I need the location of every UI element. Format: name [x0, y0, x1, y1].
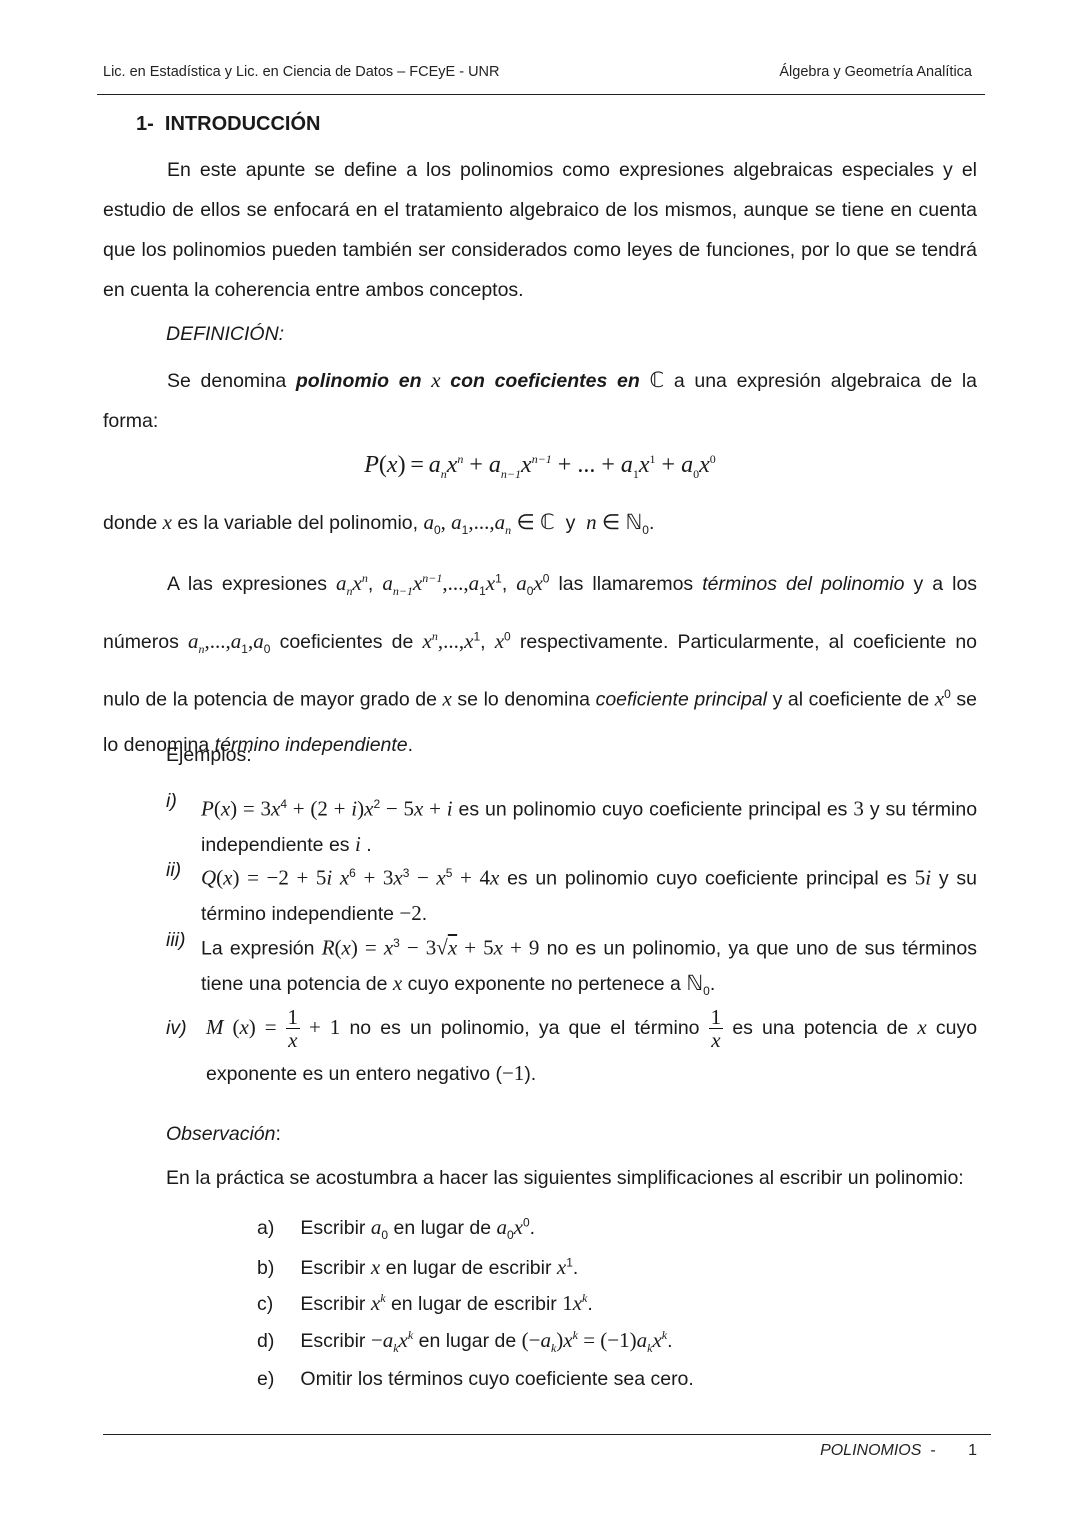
- polynomial-formula: $P(x) = a_nx^n + a_{n-1}x^{n-1}$ + ... + $a_1x^1 + a_0x^0$: [364, 452, 716, 481]
- example-label: ii): [166, 859, 182, 881]
- section-number: 1-: [136, 113, 154, 135]
- footer: POLINOMIOS - 1: [820, 1442, 977, 1459]
- example-ii: ii) Q(x) = −2 + 5i $x^6 + 3x^3 - x^5 + 4x$ es un polinomio cuyo coeficiente principal es 5i y su término independiente −2.: [166, 859, 977, 925]
- list-item: d) Escribir $-a_kx^k$ en lugar de $(-a_k)x^k = (-1)a_kx^k$.: [257, 1328, 673, 1356]
- fraction: $\frac{1}{x}$: [287, 1005, 299, 1053]
- example-label: i): [166, 790, 177, 812]
- terms-paragraph: A las expresiones $a_nx^n$, $a_{n-1}x^{n-1},...,a_1x^1$, $a_0x^0$ las llamaremos términos del polinomio y a los números $a_n,...,a_1,a_0$ coeficientes de $x^n,...,x^1$, $x^0$ respectivamente. Particularmente, al coeficiente no nulo de la potencia de mayor grado de x se lo denomina coeficiente principal y al coeficiente de $x^0$ se lo denomina término independiente.: [103, 571, 978, 756]
- example-label: iii): [166, 929, 186, 951]
- header-right: Álgebra y Geometría Analítica: [779, 64, 972, 80]
- list-item: a) Escribir $a_0$ en lugar de $a_0x^0$.: [257, 1215, 536, 1242]
- example-i: i) $P(x) = 3x^4 + (2 + i)x^2 - 5x + i$ es un polinomio cuyo coeficiente principal es 3 y su término independiente es i .: [166, 790, 978, 856]
- list-item: b) Escribir x en lugar de escribir $x^1$.: [257, 1255, 579, 1279]
- fraction: $\frac{1}{x}$: [710, 1005, 722, 1053]
- observation-label: Observación:: [166, 1123, 281, 1145]
- footer-title: POLINOMIOS: [820, 1442, 922, 1459]
- intro-paragraph: En este apunte se define a los polinomios como expresiones algebraicas especiales y el estudio de ellos se enfocará en el tratamiento algebraico de los mismos, aunque se tiene en cuenta que los polinomios pueden también ser considerados como leyes de funciones, por lo que se tendrá en cuenta la coherencia entre ambos conceptos.: [103, 159, 977, 301]
- footer-rule: [103, 1434, 991, 1435]
- examples-label: Ejemplos:: [166, 744, 252, 766]
- donde-line: donde x es la variable del polinomio, $a_0$, $a_1,...,a_n$ ∈ ℂ y n ∈ ℕ$_0$.: [103, 510, 655, 538]
- example-iii: iii) La expresión $R(x) = x^3 - 3√x + 5x + 9$ no es un polinomio, ya que uno de sus términos tiene una potencia de x cuyo exponente no pertenece a ℕ$_0$.: [166, 929, 978, 998]
- example-iv: iv) M (x) = $\frac{1}{x}$ + 1 no es un polinomio, ya que el término $\frac{1}{x}$ es una potencia de x cuyo exponente es un entero negativo (−1).: [166, 1005, 978, 1086]
- section-heading: [136, 113, 320, 136]
- header-rule: [97, 94, 985, 95]
- page-number: 1: [968, 1442, 977, 1459]
- section-title: INTRODUCCIÓN: [164, 113, 321, 135]
- header-left: Lic. en Estadística y Lic. en Ciencia de Datos – FCEyE - UNR: [103, 64, 500, 80]
- definition-label: DEFINICIÓN:: [166, 323, 285, 345]
- observation-text: En la práctica se acostumbra a hacer las siguientes simplificaciones al escribir un polinomio:: [166, 1167, 964, 1189]
- list-item: e) Omitir los términos cuyo coeficiente sea cero.: [257, 1368, 694, 1390]
- example-label: iv): [166, 1017, 187, 1039]
- definition-paragraph: Se denomina polinomio en x con coeficientes en ℂ a una expresión algebraica de la forma:: [103, 368, 978, 432]
- list-item: c) Escribir $x^k$ en lugar de escribir $1x^k$.: [257, 1291, 593, 1315]
